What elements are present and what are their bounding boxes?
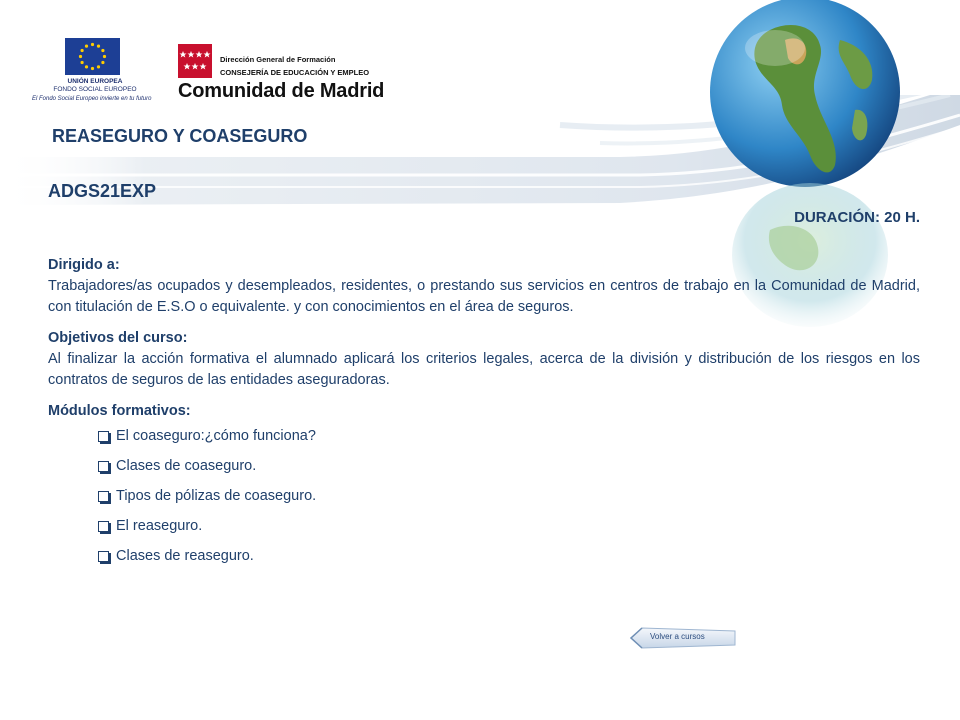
modules-heading: Módulos formativos: — [48, 403, 191, 419]
module-label: Clases de reaseguro. — [116, 548, 254, 564]
target-body: Trabajadores/as ocupados y desempleados, residentes, o prestando sus servicios en centros de trabajo en la Comunidad de Madrid, con titulación de E.S.O o equivalente. y con conocimientos en el área de seguros. — [48, 278, 920, 315]
list-item — [98, 456, 920, 477]
list-item — [98, 426, 920, 447]
eu-flag-icon — [65, 38, 120, 75]
module-label: Clases de coaseguro. — [116, 458, 257, 474]
modules-list — [48, 426, 920, 567]
madrid-logo-line1: Dirección General de Formación — [220, 55, 336, 64]
objectives-body: Al finalizar la acción formativa el alumnado aplicará los criterios legales, acerca de la división y distribución de los riesgos en los contratos de seguros de las entidades aseguradoras. — [48, 351, 920, 388]
course-content — [48, 255, 920, 576]
list-item — [98, 516, 920, 537]
course-duration: DURACIÓN: 20 H. — [794, 209, 920, 226]
checkbox-icon — [98, 551, 109, 562]
course-title: REASEGURO Y COASEGURO — [52, 126, 308, 146]
eu-logo-line2: FONDO SOCIAL EUROPEO — [53, 86, 137, 93]
course-code: ADGS21EXP — [48, 181, 157, 201]
list-item — [98, 546, 920, 567]
list-item — [98, 486, 920, 507]
madrid-logo-line3: Comunidad de Madrid — [178, 80, 385, 102]
module-label: Tipos de pólizas de coaseguro. — [116, 488, 317, 504]
target-heading: Dirigido a: — [48, 257, 120, 273]
objectives-heading: Objetivos del curso: — [48, 330, 188, 346]
madrid-logo-line2: CONSEJERÍA DE EDUCACIÓN Y EMPLEO — [220, 68, 370, 77]
madrid-flag-icon — [178, 44, 212, 78]
eu-logo-line1: UNIÓN EUROPEA — [67, 78, 123, 85]
back-to-courses-button[interactable] — [630, 627, 736, 649]
madrid-logo — [178, 44, 393, 102]
checkbox-icon — [98, 491, 109, 502]
back-button-label: Volver a cursos — [650, 632, 705, 641]
checkbox-icon — [98, 521, 109, 532]
eu-logo-line3: El Fondo Social Europeo invierte en tu futuro — [32, 96, 152, 102]
module-label: El reaseguro. — [116, 518, 203, 534]
checkbox-icon — [98, 431, 109, 442]
module-label: El coaseguro:¿cómo funciona? — [116, 428, 316, 444]
checkbox-icon — [98, 461, 109, 472]
